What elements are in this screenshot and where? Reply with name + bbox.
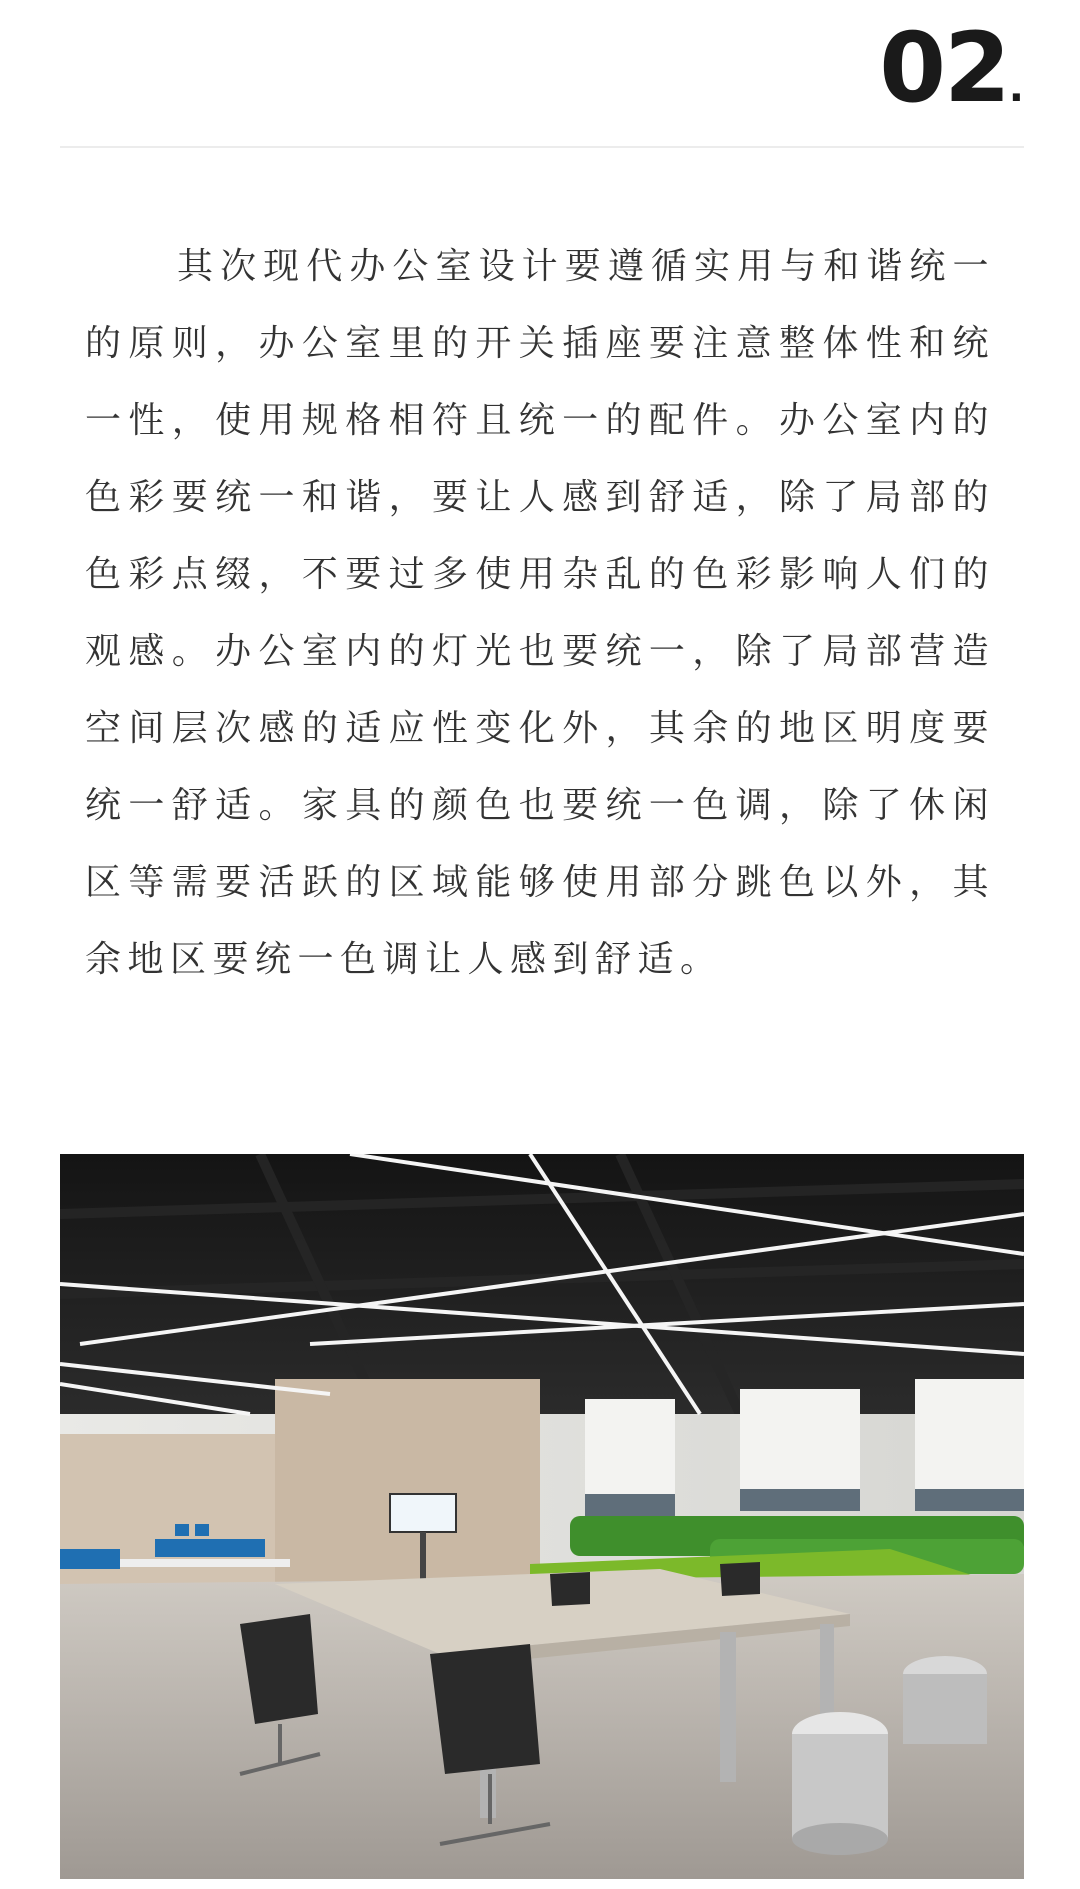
header-divider (60, 146, 1024, 148)
section-number (879, 12, 1024, 124)
section-number-dot: . (1008, 65, 1024, 111)
section-number-digits: 02 (879, 12, 1009, 124)
wood-partition-wall (275, 1379, 540, 1594)
article-paragraph: 其次现代办公室设计要遵循实用与和谐统一的原则，办公室里的开关插座要注意整体性和统一性，使用规格相符且统一的配件。办公室内的色彩要统一和谐，要让人感到舒适，除了局部的色彩点缀，不要过多使用杂乱的色彩影响人们的观感。办公室内的灯光也要统一，除了局部营造空间层次感的适应性变化外，其余的地区明度要统一舒适。家具的颜色也要统一色调，除了休闲区等需要活跃的区域能够使用部分跳色以外，其余地区要统一色调让人感到舒适。 (85, 246, 995, 980)
office-interior-illustration (60, 1154, 1024, 1879)
windows (585, 1379, 1024, 1516)
office-interior-photo (60, 1154, 1024, 1879)
